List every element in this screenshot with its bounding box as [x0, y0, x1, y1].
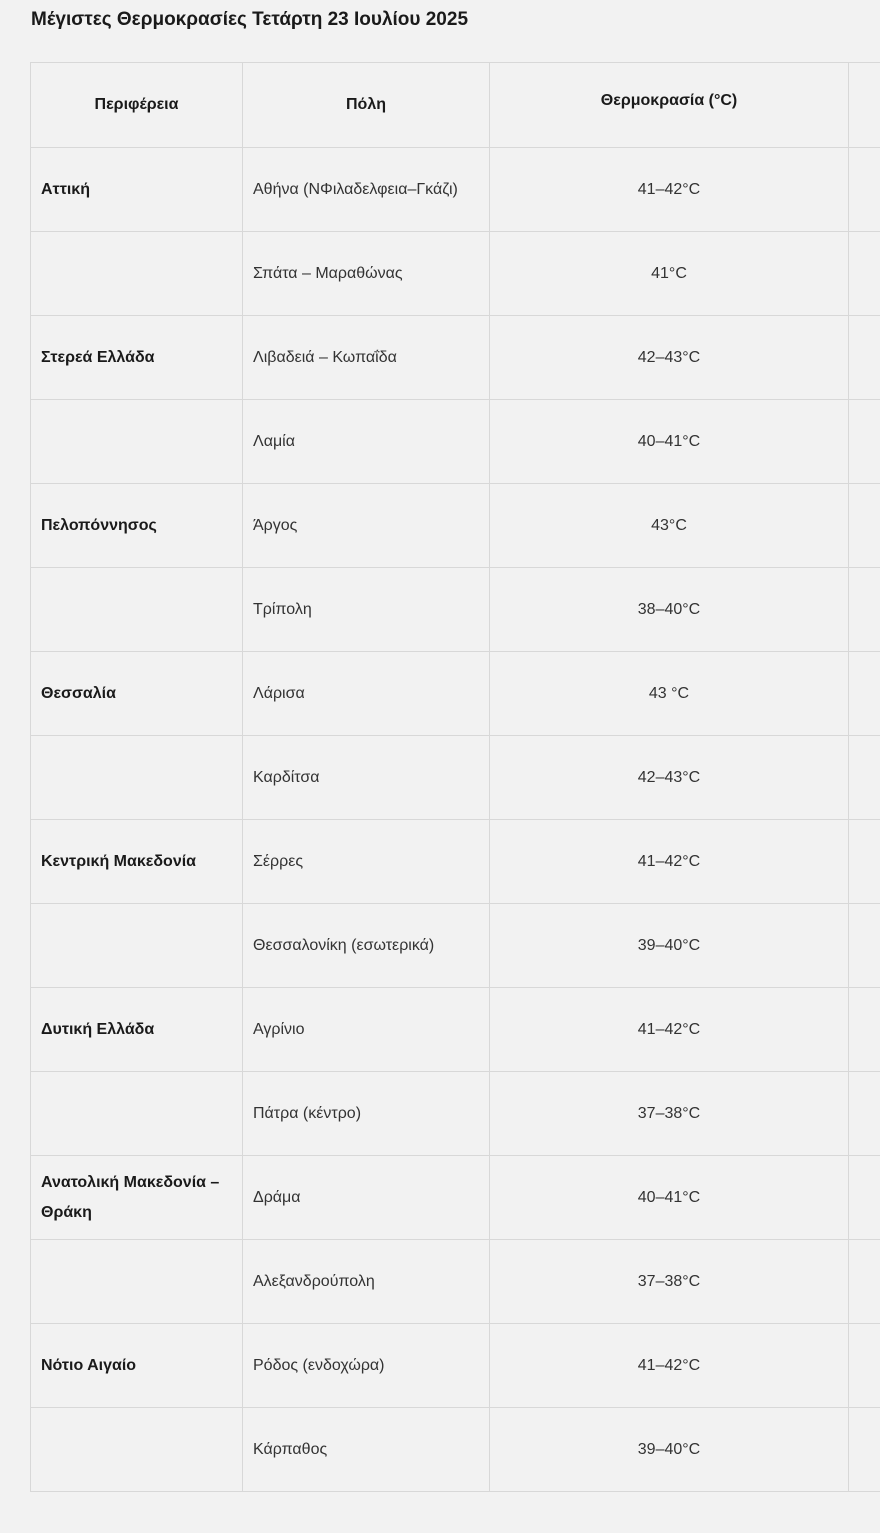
temperature-cell: 43 °C [490, 652, 849, 736]
extra-cell [849, 904, 880, 988]
table-row [31, 1240, 880, 1324]
region-cell: Ανατολική Μακεδονία – Θράκη [31, 1156, 243, 1240]
extra-cell [849, 1240, 880, 1324]
extra-cell [849, 652, 880, 736]
table-body [31, 148, 880, 1492]
temperature-cell: 41–42°C [490, 988, 849, 1072]
table-row [31, 568, 880, 652]
city-cell: Κάρπαθος [243, 1408, 490, 1492]
table-row [31, 652, 880, 736]
extra-cell [849, 400, 880, 484]
extra-cell [849, 484, 880, 568]
temperature-cell: 42–43°C [490, 316, 849, 400]
temperature-cell: 41–42°C [490, 148, 849, 232]
extra-cell [849, 1408, 880, 1492]
city-cell: Άργος [243, 484, 490, 568]
temperature-cell: 42–43°C [490, 736, 849, 820]
extra-cell [849, 1324, 880, 1408]
temperature-cell: 38–40°C [490, 568, 849, 652]
table-row [31, 904, 880, 988]
header-region: Περιφέρεια [31, 63, 243, 148]
temperature-cell: 37–38°C [490, 1240, 849, 1324]
city-cell: Αλεξανδρούπολη [243, 1240, 490, 1324]
region-cell [31, 1072, 243, 1156]
city-cell: Λιβαδειά – Κωπαΐδα [243, 316, 490, 400]
city-cell: Καρδίτσα [243, 736, 490, 820]
extra-cell [849, 988, 880, 1072]
region-cell: Κεντρική Μακεδονία [31, 820, 243, 904]
region-cell [31, 568, 243, 652]
city-cell: Τρίπολη [243, 568, 490, 652]
extra-cell [849, 232, 880, 316]
region-cell: Στερεά Ελλάδα [31, 316, 243, 400]
region-cell [31, 904, 243, 988]
region-cell [31, 232, 243, 316]
header-row [31, 63, 880, 148]
table-row [31, 316, 880, 400]
extra-cell [849, 148, 880, 232]
table-row [31, 1324, 880, 1408]
header-temperature: Θερμοκρασία (°C) [490, 63, 849, 148]
region-cell: Δυτική Ελλάδα [31, 988, 243, 1072]
region-cell: Αττική [31, 148, 243, 232]
city-cell: Σέρρες [243, 820, 490, 904]
table-row [31, 820, 880, 904]
region-cell [31, 400, 243, 484]
region-cell: Θεσσαλία [31, 652, 243, 736]
city-cell: Πάτρα (κέντρο) [243, 1072, 490, 1156]
table-header [31, 63, 880, 148]
extra-cell [849, 1156, 880, 1240]
table-row [31, 988, 880, 1072]
temperature-cell: 41°C [490, 232, 849, 316]
table-row [31, 1156, 880, 1240]
city-cell: Δράμα [243, 1156, 490, 1240]
region-cell: Νότιο Αιγαίο [31, 1324, 243, 1408]
temperature-table-container [30, 62, 880, 1492]
table-row [31, 148, 880, 232]
region-cell [31, 1408, 243, 1492]
extra-cell [849, 568, 880, 652]
table-row [31, 232, 880, 316]
city-cell: Αθήνα (ΝΦιλαδελφεια–Γκάζι) [243, 148, 490, 232]
extra-cell [849, 316, 880, 400]
city-cell: Ρόδος (ενδοχώρα) [243, 1324, 490, 1408]
extra-cell [849, 1072, 880, 1156]
temperature-cell: 37–38°C [490, 1072, 849, 1156]
city-cell: Λαμία [243, 400, 490, 484]
temperature-cell: 40–41°C [490, 1156, 849, 1240]
temperature-cell: 43°C [490, 484, 849, 568]
region-cell [31, 1240, 243, 1324]
temperature-table [30, 62, 880, 1492]
city-cell: Αγρίνιο [243, 988, 490, 1072]
table-row [31, 484, 880, 568]
temperature-cell: 39–40°C [490, 1408, 849, 1492]
temperature-cell: 39–40°C [490, 904, 849, 988]
table-row [31, 736, 880, 820]
extra-cell [849, 820, 880, 904]
region-cell: Πελοπόννησος [31, 484, 243, 568]
temperature-cell: 41–42°C [490, 820, 849, 904]
temperature-cell: 41–42°C [490, 1324, 849, 1408]
extra-cell [849, 736, 880, 820]
city-cell: Θεσσαλονίκη (εσωτερικά) [243, 904, 490, 988]
table-row [31, 400, 880, 484]
city-cell: Λάρισα [243, 652, 490, 736]
region-cell [31, 736, 243, 820]
table-row [31, 1408, 880, 1492]
header-extra [849, 63, 880, 148]
page-title: Μέγιστες Θερμοκρασίες Τετάρτη 23 Ιουλίου 2025 [31, 9, 469, 30]
table-row [31, 1072, 880, 1156]
city-cell: Σπάτα – Μαραθώνας [243, 232, 490, 316]
temperature-cell: 40–41°C [490, 400, 849, 484]
header-city: Πόλη [243, 63, 490, 148]
